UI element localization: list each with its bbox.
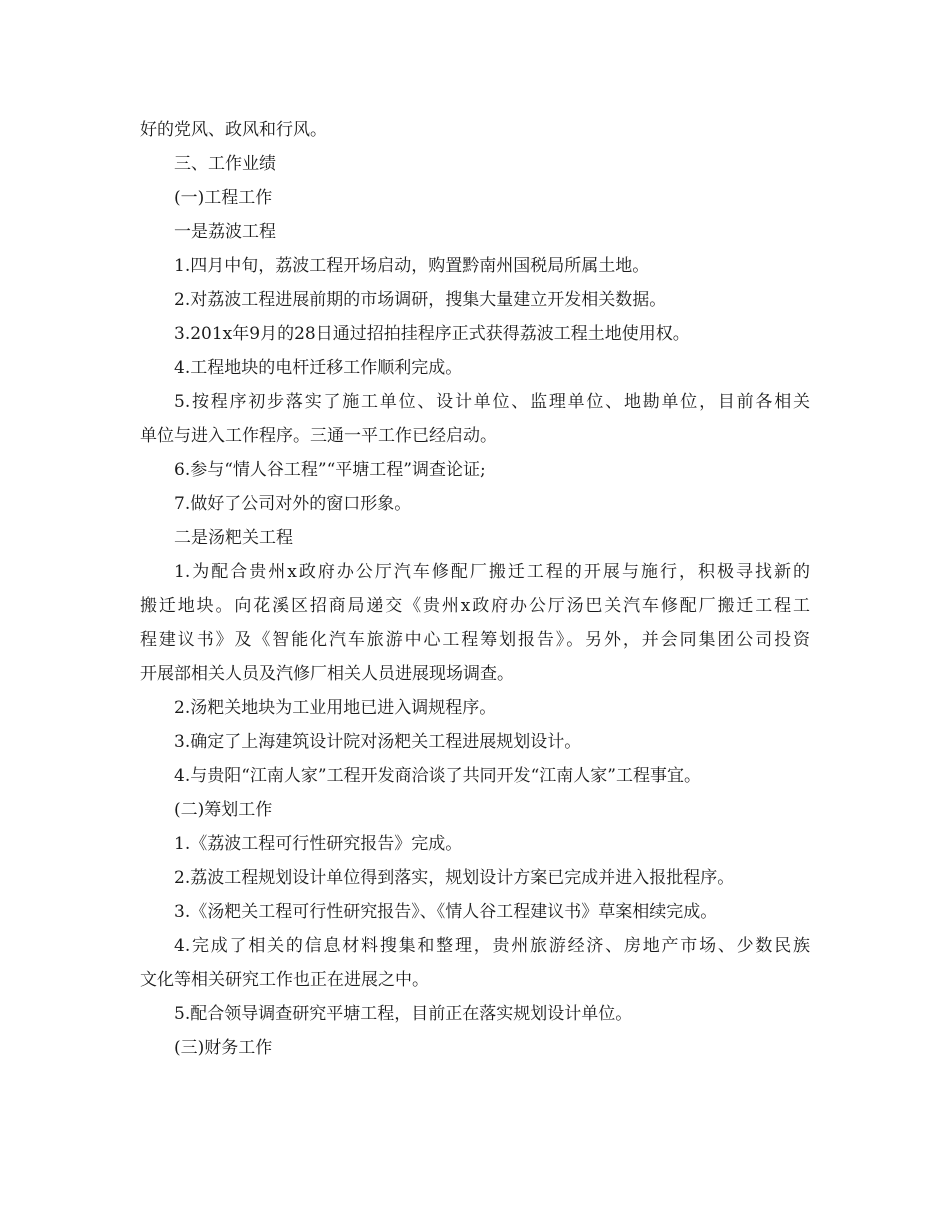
list-item: 4.与贵阳“江南人家”工程开发商洽谈了共同开发“江南人家”工程事宜。 bbox=[174, 766, 701, 786]
list-item: 7.做好了公司对外的窗口形象。 bbox=[174, 494, 412, 514]
section-heading-work-results: 三、工作业绩 bbox=[174, 154, 276, 174]
list-item-continuation: 搬迁地块。向花溪区招商局递交《贵州x政府办公厅汤巴关汽车修配厂搬迁工程工 bbox=[140, 596, 810, 616]
list-item: 6.参与“情人谷工程”“平塘工程”调查论证; bbox=[174, 460, 486, 480]
list-item: 3.《汤粑关工程可行性研究报告》、《情人谷工程建议书》草案相续完成。 bbox=[174, 902, 718, 922]
subsection-heading-planning-work: (二)筹划工作 bbox=[174, 800, 273, 820]
list-item: 1.四月中旬，荔波工程开场启动，购置黔南州国税局所属土地。 bbox=[174, 256, 650, 276]
list-item: 4.完成了相关的信息材料搜集和整理，贵州旅游经济、房地产市场、少数民族 bbox=[174, 936, 810, 956]
subsection-heading-finance-work: (三)财务工作 bbox=[174, 1038, 273, 1058]
list-item: 1.为配合贵州x政府办公厅汽车修配厂搬迁工程的开展与施行，积极寻找新的 bbox=[174, 562, 810, 582]
list-item: 5.按程序初步落实了施工单位、设计单位、监理单位、地勘单位，目前各相关 bbox=[174, 392, 810, 412]
paragraph-line-continuation: 好的党风、政风和行风。 bbox=[140, 120, 327, 140]
list-item-continuation: 文化等相关研究工作也正在进展之中。 bbox=[140, 970, 429, 990]
list-item-continuation: 单位与进入工作程序。三通一平工作已经启动。 bbox=[140, 426, 497, 446]
document-body bbox=[140, 113, 810, 1065]
list-item-continuation: 开展部相关人员及汽修厂相关人员进展现场调查。 bbox=[140, 664, 514, 684]
list-item: 4.工程地块的电杆迁移工作顺利完成。 bbox=[174, 358, 463, 378]
list-item: 5.配合领导调查研究平塘工程，目前正在落实规划设计单位。 bbox=[174, 1004, 633, 1024]
item-heading-tangbaguan-project: 二是汤粑关工程 bbox=[174, 528, 293, 548]
list-item: 1.《荔波工程可行性研究报告》完成。 bbox=[174, 834, 463, 854]
list-item-continuation: 程建议书》及《智能化汽车旅游中心工程筹划报告》。另外，并会同集团公司投资 bbox=[140, 630, 810, 650]
subsection-heading-project-work: (一)工程工作 bbox=[174, 188, 273, 208]
list-item: 2.汤粑关地块为工业用地已进入调规程序。 bbox=[174, 698, 497, 718]
list-item: 2.荔波工程规划设计单位得到落实，规划设计方案已完成并进入报批程序。 bbox=[174, 868, 735, 888]
list-item: 3.确定了上海建筑设计院对汤粑关工程进展规划设计。 bbox=[174, 732, 582, 752]
list-item: 3.201x年9月的28日通过招拍挂程序正式获得荔波工程土地使用权。 bbox=[174, 324, 690, 344]
list-item: 2.对荔波工程进展前期的市场调研，搜集大量建立开发相关数据。 bbox=[174, 290, 667, 310]
item-heading-libo-project: 一是荔波工程 bbox=[174, 222, 276, 242]
